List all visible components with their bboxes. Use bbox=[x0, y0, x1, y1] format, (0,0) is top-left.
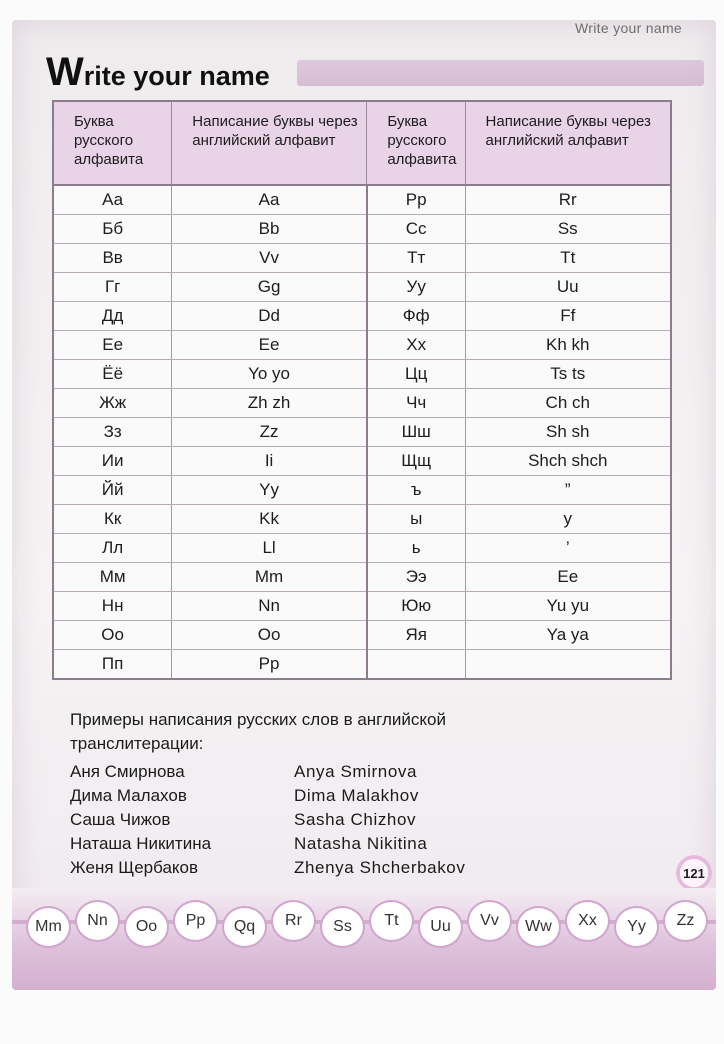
english-spelling-cell: Kh kh bbox=[465, 331, 671, 360]
title-decorative-band bbox=[297, 60, 704, 86]
english-spelling-cell bbox=[465, 650, 671, 680]
russian-letter-cell: Ее bbox=[53, 331, 172, 360]
russian-letter-cell: Ёё bbox=[53, 360, 172, 389]
russian-letter-cell: ь bbox=[367, 534, 465, 563]
examples-list bbox=[70, 760, 560, 880]
russian-letter-cell: Аа bbox=[53, 185, 172, 215]
russian-letter-cell: Фф bbox=[367, 302, 465, 331]
english-spelling-cell: Kk bbox=[172, 505, 367, 534]
alphabet-bubble: Nn bbox=[75, 900, 120, 942]
russian-letter-cell: Мм bbox=[53, 563, 172, 592]
table-row bbox=[53, 244, 671, 273]
example-row bbox=[70, 832, 560, 856]
russian-letter-cell: Лл bbox=[53, 534, 172, 563]
example-english-name: Anya Smirnova bbox=[294, 762, 418, 781]
example-english-name: Zhenya Shcherbakov bbox=[294, 858, 466, 877]
russian-letter-cell: Шш bbox=[367, 418, 465, 447]
example-row bbox=[70, 784, 560, 808]
header-english-spelling-left: Написание буквы через английский алфавит bbox=[172, 101, 367, 185]
header-russian-letter-right: Буква русского алфавита bbox=[367, 101, 465, 185]
example-english-name: Dima Malakhov bbox=[294, 786, 419, 805]
english-spelling-cell: Bb bbox=[172, 215, 367, 244]
russian-letter-cell: Сс bbox=[367, 215, 465, 244]
english-spelling-cell: Uu bbox=[465, 273, 671, 302]
russian-letter-cell: Ии bbox=[53, 447, 172, 476]
alphabet-bubble: Vv bbox=[467, 900, 512, 942]
page-number-badge: 121 bbox=[676, 855, 712, 891]
russian-letter-cell: Жж bbox=[53, 389, 172, 418]
table-header-row bbox=[53, 101, 671, 185]
example-russian-name: Наташа Никитина bbox=[70, 834, 212, 853]
russian-letter-cell: Чч bbox=[367, 389, 465, 418]
alphabet-bubble: Yy bbox=[614, 906, 659, 948]
russian-letter-cell: Уу bbox=[367, 273, 465, 302]
english-spelling-cell: Yu yu bbox=[465, 592, 671, 621]
examples-intro: Примеры написания русских слов в английской транслитерации: bbox=[70, 710, 446, 753]
alphabet-bubble: Zz bbox=[663, 900, 708, 942]
table-row bbox=[53, 476, 671, 505]
table-row bbox=[53, 389, 671, 418]
running-head: Write your name bbox=[575, 20, 682, 36]
examples-section bbox=[70, 708, 560, 880]
english-spelling-cell: Aa bbox=[172, 185, 367, 215]
alphabet-bubble: Pp bbox=[173, 900, 218, 942]
english-spelling-cell: Ya ya bbox=[465, 621, 671, 650]
english-spelling-cell: Zz bbox=[172, 418, 367, 447]
alphabet-bubble: Tt bbox=[369, 900, 414, 942]
russian-letter-cell: Тт bbox=[367, 244, 465, 273]
table-row bbox=[53, 505, 671, 534]
alphabet-bubble: Mm bbox=[26, 906, 71, 948]
russian-letter-cell: Йй bbox=[53, 476, 172, 505]
russian-letter-cell: Вв bbox=[53, 244, 172, 273]
table-row bbox=[53, 418, 671, 447]
english-spelling-cell: Sh sh bbox=[465, 418, 671, 447]
alphabet-bubble: Xx bbox=[565, 900, 610, 942]
russian-letter-cell: Пп bbox=[53, 650, 172, 680]
english-spelling-cell: Ii bbox=[172, 447, 367, 476]
russian-letter-cell: Кк bbox=[53, 505, 172, 534]
english-spelling-cell: Yo yo bbox=[172, 360, 367, 389]
russian-letter-cell: Щщ bbox=[367, 447, 465, 476]
table-row bbox=[53, 215, 671, 244]
table-row bbox=[53, 592, 671, 621]
table-row bbox=[53, 185, 671, 215]
english-spelling-cell: Gg bbox=[172, 273, 367, 302]
russian-letter-cell: Рр bbox=[367, 185, 465, 215]
textbook-page bbox=[12, 20, 716, 990]
example-russian-name: Дима Малахов bbox=[70, 786, 187, 805]
english-spelling-cell: Ll bbox=[172, 534, 367, 563]
alphabet-bubble: Uu bbox=[418, 906, 463, 948]
russian-letter-cell bbox=[367, 650, 465, 680]
english-spelling-cell: ’ bbox=[465, 534, 671, 563]
alphabet-strip bbox=[26, 900, 708, 948]
example-english-name: Sasha Chizhov bbox=[294, 810, 417, 829]
example-russian-name: Женя Щербаков bbox=[70, 858, 199, 877]
table-row bbox=[53, 563, 671, 592]
russian-letter-cell: ы bbox=[367, 505, 465, 534]
english-spelling-cell: Yy bbox=[172, 476, 367, 505]
table-row bbox=[53, 650, 671, 680]
english-spelling-cell: Ch ch bbox=[465, 389, 671, 418]
alphabet-bubble: Ss bbox=[320, 906, 365, 948]
header-english-spelling-right: Написание буквы через английский алфавит bbox=[465, 101, 671, 185]
table-row bbox=[53, 302, 671, 331]
table-row bbox=[53, 360, 671, 389]
english-spelling-cell: Pp bbox=[172, 650, 367, 680]
russian-letter-cell: Зз bbox=[53, 418, 172, 447]
alphabet-bubble: Rr bbox=[271, 900, 316, 942]
russian-letter-cell: Нн bbox=[53, 592, 172, 621]
russian-letter-cell: Бб bbox=[53, 215, 172, 244]
example-row bbox=[70, 760, 560, 784]
english-spelling-cell: Dd bbox=[172, 302, 367, 331]
page-title bbox=[46, 50, 270, 95]
english-spelling-cell: Nn bbox=[172, 592, 367, 621]
english-spelling-cell: Rr bbox=[465, 185, 671, 215]
table-row bbox=[53, 273, 671, 302]
example-row bbox=[70, 856, 560, 880]
english-spelling-cell: Ff bbox=[465, 302, 671, 331]
russian-letter-cell: Цц bbox=[367, 360, 465, 389]
example-russian-name: Саша Чижов bbox=[70, 810, 171, 829]
alphabet-bubble: Ww bbox=[516, 906, 561, 948]
russian-letter-cell: Ээ bbox=[367, 563, 465, 592]
table-row bbox=[53, 447, 671, 476]
english-spelling-cell: Tt bbox=[465, 244, 671, 273]
russian-letter-cell: Дд bbox=[53, 302, 172, 331]
header-russian-letter-left: Буква русского алфавита bbox=[53, 101, 172, 185]
english-spelling-cell: Ee bbox=[465, 563, 671, 592]
example-english-name: Natasha Nikitina bbox=[294, 834, 428, 853]
english-spelling-cell: Ts ts bbox=[465, 360, 671, 389]
transliteration-table bbox=[52, 100, 672, 680]
english-spelling-cell: Zh zh bbox=[172, 389, 367, 418]
russian-letter-cell: Яя bbox=[367, 621, 465, 650]
russian-letter-cell: ъ bbox=[367, 476, 465, 505]
english-spelling-cell: Mm bbox=[172, 563, 367, 592]
example-russian-name: Аня Смирнова bbox=[70, 762, 185, 781]
alphabet-bubble: Qq bbox=[222, 906, 267, 948]
english-spelling-cell: ” bbox=[465, 476, 671, 505]
english-spelling-cell: Oo bbox=[172, 621, 367, 650]
english-spelling-cell: Ss bbox=[465, 215, 671, 244]
russian-letter-cell: Хх bbox=[367, 331, 465, 360]
russian-letter-cell: Оо bbox=[53, 621, 172, 650]
table-row bbox=[53, 621, 671, 650]
english-spelling-cell: y bbox=[465, 505, 671, 534]
title-initial-letter: W bbox=[46, 50, 84, 94]
english-spelling-cell: Shch shch bbox=[465, 447, 671, 476]
russian-letter-cell: Юю bbox=[367, 592, 465, 621]
title-rest: rite your name bbox=[83, 61, 270, 91]
alphabet-bubble: Oo bbox=[124, 906, 169, 948]
english-spelling-cell: Ee bbox=[172, 331, 367, 360]
english-spelling-cell: Vv bbox=[172, 244, 367, 273]
table-row bbox=[53, 534, 671, 563]
table-body bbox=[53, 185, 671, 679]
russian-letter-cell: Гг bbox=[53, 273, 172, 302]
example-row bbox=[70, 808, 560, 832]
table-row bbox=[53, 331, 671, 360]
